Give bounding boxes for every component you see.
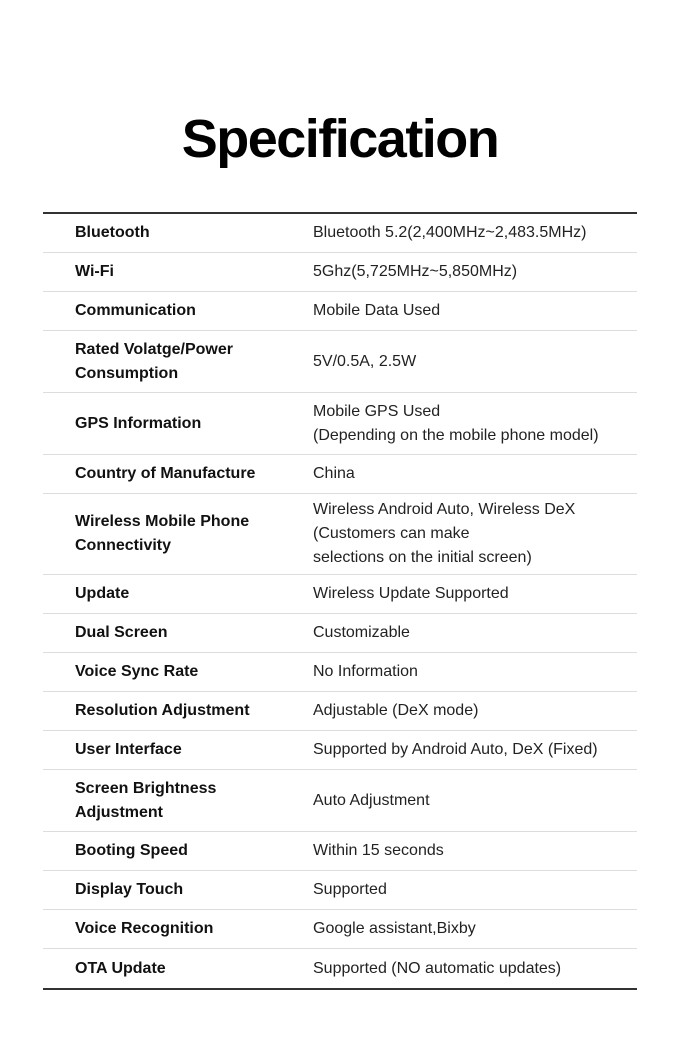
spec-row-user-interface (43, 731, 637, 770)
spec-value: Mobile Data Used (313, 302, 441, 319)
spec-label: GPS Information (75, 414, 202, 432)
spec-row-communication (43, 292, 637, 331)
spec-row-wifi (43, 253, 637, 292)
spec-value: Mobile GPS Used (Depending on the mobile phone model) (313, 402, 599, 444)
spec-label: Update (75, 585, 130, 602)
spec-label: Booting Speed (75, 842, 188, 859)
spec-value: China (313, 465, 355, 482)
spec-value: Google assistant,Bixby (313, 920, 476, 937)
spec-label: Resolution Adjustment (75, 702, 250, 719)
spec-row-brightness (43, 770, 637, 832)
spec-label: Wi-Fi (75, 263, 114, 280)
spec-row-update (43, 575, 637, 614)
spec-value: Supported (313, 881, 387, 898)
spec-label: Dual Screen (75, 624, 168, 641)
spec-value: Bluetooth 5.2(2,400MHz~2,483.5MHz) (313, 224, 587, 241)
spec-value: Supported (NO automatic updates) (313, 959, 562, 977)
spec-value: Customizable (313, 624, 410, 641)
page-title: Specification (181, 109, 499, 169)
spec-table (43, 212, 637, 990)
spec-row-booting (43, 832, 637, 871)
spec-row-dual-screen (43, 614, 637, 653)
spec-label: Bluetooth (75, 224, 150, 241)
spec-value: Within 15 seconds (313, 842, 444, 859)
spec-label: Country of Manufacture (75, 465, 256, 482)
spec-row-voice-recognition (43, 910, 637, 949)
spec-label: Display Touch (75, 881, 184, 898)
spec-value: Auto Adjustment (313, 791, 430, 809)
spec-label: OTA Update (75, 959, 166, 977)
spec-row-ota-update (43, 949, 637, 988)
spec-value: Wireless Update Supported (313, 585, 509, 602)
spec-row-voice-sync (43, 653, 637, 692)
spec-row-connectivity (43, 494, 637, 575)
spec-row-bluetooth (43, 214, 637, 253)
spec-row-rated-voltage (43, 331, 637, 393)
spec-value: Adjustable (DeX mode) (313, 702, 479, 719)
spec-label: Voice Sync Rate (75, 663, 199, 680)
spec-label: Screen Brightness Adjustment (75, 779, 217, 821)
spec-label: Rated Volatge/Power Consumption (75, 340, 233, 382)
spec-row-gps (43, 393, 637, 455)
spec-label: Voice Recognition (75, 920, 214, 937)
spec-value: No Information (313, 663, 418, 680)
spec-value: Wireless Android Auto, Wireless DeX (Customers can make selections on the initial screen) (313, 501, 576, 566)
spec-value: 5Ghz(5,725MHz~5,850MHz) (313, 263, 518, 280)
spec-label: Wireless Mobile Phone Connectivity (75, 513, 250, 554)
spec-value: Supported by Android Auto, DeX (Fixed) (313, 741, 598, 758)
spec-value: 5V/0.5A, 2.5W (313, 352, 417, 370)
spec-label: User Interface (75, 741, 182, 758)
spec-row-country (43, 455, 637, 494)
spec-label: Communication (75, 302, 196, 319)
spec-row-display-touch (43, 871, 637, 910)
spec-row-resolution (43, 692, 637, 731)
